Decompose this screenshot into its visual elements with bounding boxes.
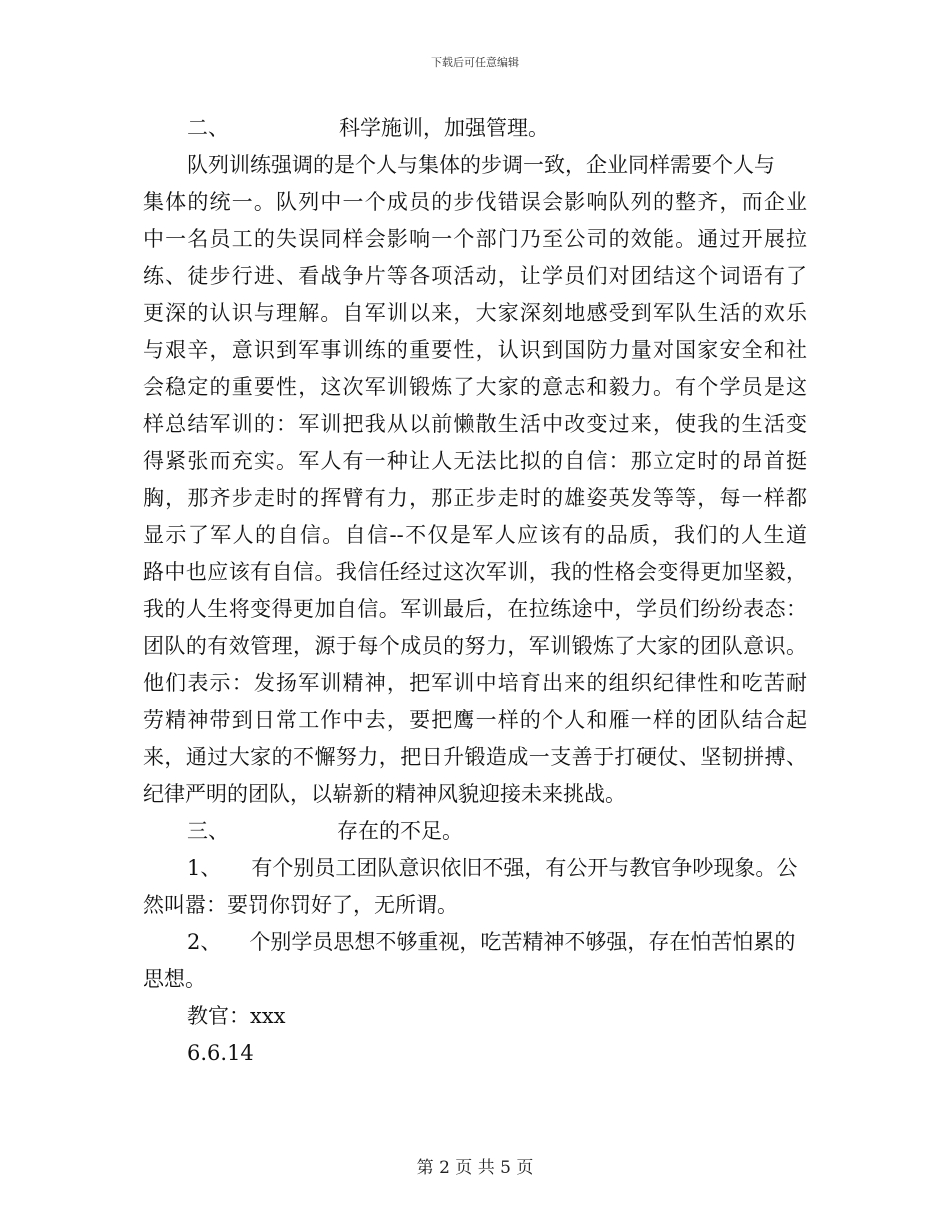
section-heading-2	[143, 112, 807, 144]
paragraph-line: 纪律严明的团队，以崭新的精神风貌迎接未来挑战。	[143, 782, 626, 806]
list-item-text: 个别学员思想不够重视，吃苦精神不够强，存在怕苦怕累的	[249, 930, 796, 954]
paragraph-line: 他们表示：发扬军训精神，把军训中培育出来的组织纪律性和吃苦耐	[143, 671, 807, 695]
paragraph-line: 我的人生将变得更加自信。军训最后，在拉练途中，学员们纷纷表态：	[143, 597, 807, 621]
list-item-number: 2、	[187, 930, 222, 954]
section-title: 存在的不足。	[337, 819, 463, 843]
section-heading-3	[143, 815, 807, 847]
section-2-paragraph	[143, 149, 807, 1069]
paragraph-line: 队列训练强调的是个人与集体的步调一致，企业同样需要个人与	[187, 153, 775, 177]
list-item	[143, 852, 807, 884]
paragraph-line: 得紧张而充实。军人有一种让人无法比拟的自信：那立定时的昂首挺	[143, 449, 807, 473]
document-body	[143, 112, 807, 1074]
paragraph-line: 练、徒步行进、看战争片等各项活动，让学员们对团结这个词语有了	[143, 264, 807, 288]
paragraph-line: 路中也应该有自信。我信任经过这次军训，我的性格会变得更加坚毅，	[143, 560, 807, 584]
list-item	[143, 926, 807, 958]
paragraph-line: 中一名员工的失误同样会影响一个部门乃至公司的效能。通过开展拉	[143, 227, 807, 251]
page-header: 下载后可任意编辑	[431, 56, 519, 69]
list-item-text: 有个别员工团队意识依旧不强，有公开与教官争吵现象。公	[251, 856, 798, 880]
list-item-continuation: 思想。	[143, 967, 206, 991]
section-title: 科学施训，加强管理。	[339, 116, 549, 140]
paragraph-line: 集体的统一。队列中一个成员的步伐错误会影响队列的整齐，而企业	[143, 190, 807, 214]
paragraph-line: 与艰辛，意识到军事训练的重要性，认识到国防力量对国家安全和社	[143, 338, 807, 362]
paragraph-line: 劳精神带到日常工作中去，要把鹰一样的个人和雁一样的团队结合起	[143, 708, 807, 732]
page-number-footer: 第 2 页 共 5 页	[416, 1158, 534, 1178]
paragraph-line: 样总结军训的：军训把我从以前懒散生活中改变过来，使我的生活变	[143, 412, 807, 436]
paragraph-line: 团队的有效管理，源于每个成员的努力，军训锻炼了大家的团队意识。	[143, 634, 807, 658]
instructor-signature: 教官：xxx	[187, 1004, 286, 1028]
list-item-number: 1、	[187, 856, 222, 880]
list-item-continuation: 然叫嚣：要罚你罚好了，无所谓。	[143, 893, 458, 917]
section-number: 三、	[187, 819, 229, 843]
section-number: 二、	[187, 116, 229, 140]
paragraph-line: 会稳定的重要性，这次军训锻炼了大家的意志和毅力。有个学员是这	[143, 375, 807, 399]
signature-date: 6.6.14	[187, 1041, 254, 1065]
paragraph-line: 更深的认识与理解。自军训以来，大家深刻地感受到军队生活的欢乐	[143, 301, 807, 325]
paragraph-line: 显示了军人的自信。自信--不仅是军人应该有的品质，我们的人生道	[143, 523, 807, 547]
paragraph-line: 胸，那齐步走时的挥臂有力，那正步走时的雄姿英发等等，每一样都	[143, 486, 807, 510]
paragraph-line: 来，通过大家的不懈努力，把日升锻造成一支善于打硬仗、坚韧拼搏、	[143, 745, 807, 769]
